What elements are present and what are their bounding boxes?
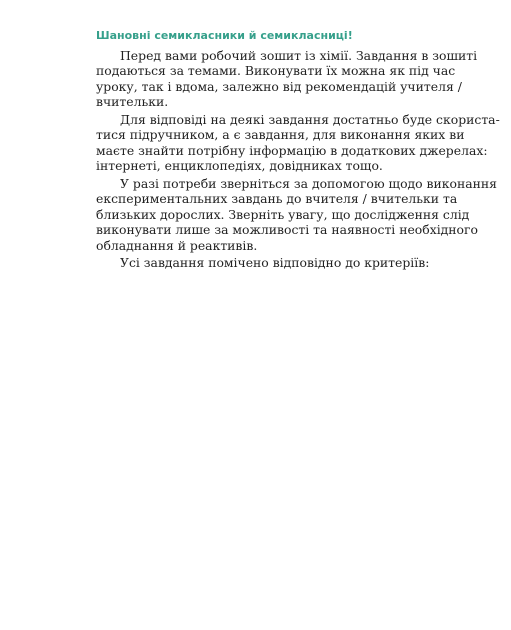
text-line: тися підручником, а є завдання, для виконання яких ви [96,127,465,143]
text-line: маєте знайти потрібну інформацію в додаткових джерелах: [96,142,488,158]
text-line: виконувати лише за можливості та наявності необхідного [96,222,478,238]
text-line: близьких дорослих. Зверніть увагу, що дослідження слід [96,206,470,222]
text-line: інтернеті, енциклопедіях, довідниках тощо. [96,158,383,174]
intro-heading: Шановні семикласники й семикласниці! [96,29,353,42]
text-line: Перед вами робочий зошит із хімії. Завдання в зошиті [120,48,478,63]
text-line: експериментальних завдань до вчителя / вчительки та [96,191,458,207]
text-line: обладнання й реактивів. [96,237,258,253]
text-line: У разі потреби зверніться за допомогою щодо виконання [120,176,497,191]
intro-paragraph-2 [96,112,500,174]
intro-paragraph-1 [96,48,478,110]
text-line: Для відповіді на деякі завдання достатньо буде скориста- [120,112,500,127]
text-line: подаються за темами. Виконувати їх можна як під час [96,63,456,79]
text-line: уроку, так і вдома, залежно від рекомендацій учителя / [96,78,462,94]
text-line: вчительки. [96,94,169,110]
criteria-intro: Усі завдання помічено відповідно до критеріїв: [120,255,430,270]
intro-paragraph-3 [96,176,497,253]
